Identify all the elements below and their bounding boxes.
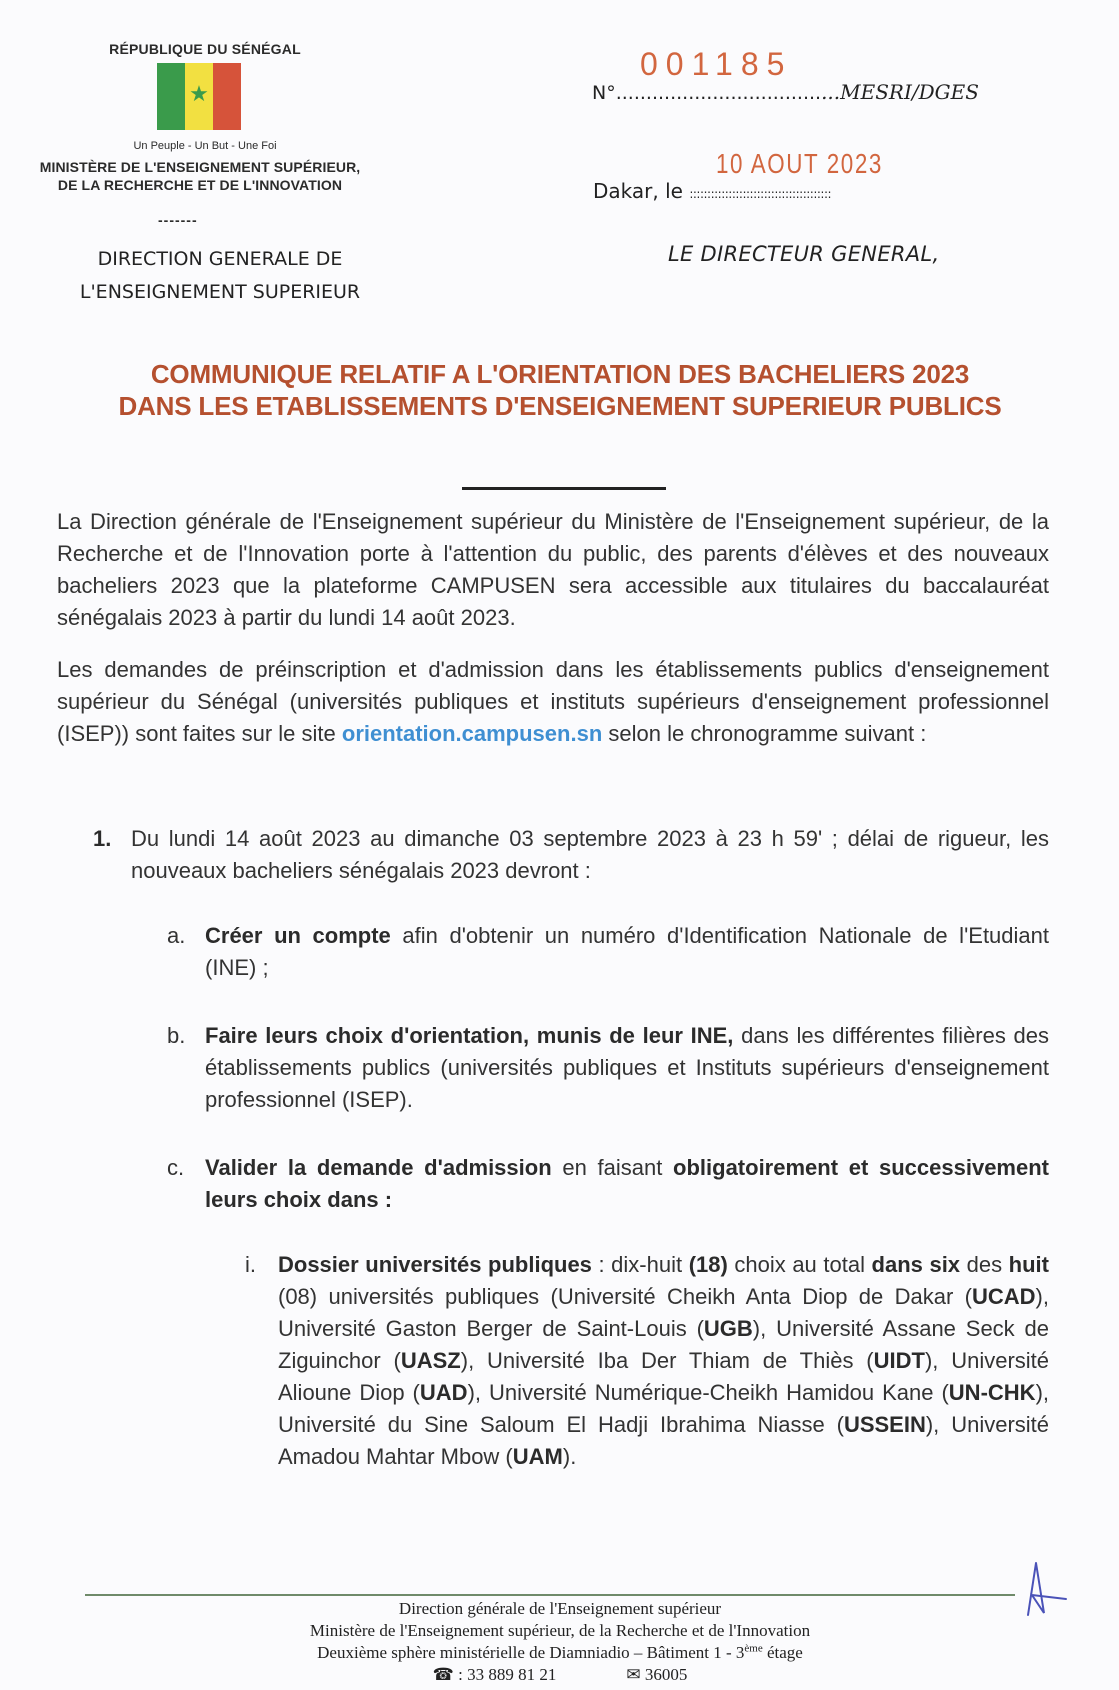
reference-number-line — [592, 80, 1032, 105]
phone-icon: ☎ — [432, 1665, 454, 1684]
bold-phrase: Dossier universités publiques — [278, 1252, 592, 1277]
campusen-link[interactable]: orientation.campusen.sn — [341, 721, 603, 746]
list-item-i — [245, 1249, 1049, 1473]
senegal-flag-icon — [157, 63, 241, 130]
flag-star-icon: ★ — [189, 81, 209, 106]
date-dots: :::::::::::::::::::::::::::::::::::::::: — [689, 187, 832, 201]
plain-phrase: ), Université Iba Der Thiam de Thiès ( — [460, 1348, 874, 1373]
footer-line-2: Ministère de l'Enseignement supérieur, de la Recherche et de l'Innovation — [309, 1621, 811, 1640]
university-acronym: UN-CHK — [948, 1380, 1036, 1405]
plain-phrase: choix au total — [727, 1252, 872, 1277]
flag-green-band — [157, 63, 185, 130]
plain-phrase: ), Université Assane Seck de Ziguinchor ( — [278, 1316, 1049, 1373]
list-marker: c. — [167, 1155, 185, 1180]
republic-heading: RÉPUBLIQUE DU SÉNÉGAL — [109, 41, 301, 57]
initials-signature-icon — [1022, 1555, 1068, 1625]
university-acronym: UAD — [419, 1380, 468, 1405]
university-acronym: UGB — [703, 1316, 753, 1341]
date-stamp: 10 AOUT 2023 — [716, 148, 883, 179]
plain-phrase: des — [960, 1252, 1009, 1277]
footer-line-1: Direction générale de l'Enseignement supérieur — [398, 1599, 722, 1618]
mail-icon: ✉ — [626, 1665, 641, 1684]
university-acronym: USSEIN — [843, 1412, 926, 1437]
footer-address — [180, 1598, 940, 1686]
list-item-text — [205, 1152, 1049, 1216]
title-underline — [462, 487, 666, 490]
list-item-text — [205, 1020, 1049, 1116]
footer-divider — [85, 1594, 1015, 1596]
list-marker: 1. — [93, 826, 112, 851]
bold-phrase: obligatoirement et successivement leurs choix dans : — [205, 1155, 1049, 1212]
reference-dots: .................................. — [615, 82, 822, 104]
bold-phrase: Faire leurs choix d'orientation, munis de leur INE, — [205, 1023, 734, 1048]
phone-number: : 33 889 81 21 — [458, 1665, 557, 1684]
list-item-c — [167, 1152, 1049, 1216]
plain-phrase: ), Université Numérique-Cheikh Hamidou Kane ( — [467, 1380, 949, 1405]
list-item-text — [205, 920, 1049, 984]
bold-phrase: dans six — [871, 1252, 961, 1277]
list-item-text — [278, 1249, 1049, 1473]
national-motto: Un Peuple - Un But - Une Foi — [133, 140, 277, 152]
footer-contact — [180, 1664, 940, 1686]
plain-phrase: ), Université Gaston Berger de Saint-Louis ( — [278, 1284, 1049, 1341]
flag-red-band — [213, 63, 241, 130]
date-block — [593, 150, 1033, 207]
plain-phrase: (08) universités publiques (Université Cheikh Anta Diop de Dakar ( — [278, 1284, 972, 1309]
list-marker: b. — [167, 1023, 186, 1048]
university-acronym: UAM — [512, 1444, 563, 1469]
footer-floor: étage — [762, 1643, 803, 1662]
plain-phrase: ). — [562, 1444, 577, 1469]
procedure-text-after: selon le chronogramme suivant : — [602, 721, 927, 746]
list-marker: i. — [245, 1252, 256, 1277]
footer-location: Deuxième sphère ministérielle de Diamniadio – Bâtiment 1 - 3 — [317, 1643, 745, 1662]
communique-title — [40, 358, 1080, 422]
plain-phrase: ), Université Amadou Mahtar Mbow ( — [278, 1412, 1050, 1469]
reference-block — [592, 48, 1032, 105]
plain-phrase: afin d'obtenir un numéro d'Identification Nationale de l'Etudiant (INE) ; — [205, 923, 1049, 980]
header-separator: ------- — [158, 212, 198, 228]
plain-phrase: : dix-huit — [591, 1252, 689, 1277]
date-prefix: Dakar, le — [593, 179, 683, 203]
list-item-1 — [93, 823, 1049, 887]
procedure-paragraph — [57, 654, 1049, 750]
intro-paragraph: La Direction générale de l'Enseignement supérieur du Ministère de l'Enseignement supérieur, de la Recherche et de l'Innovation porte à l'attention du public, des parents d'élèves et des nouveaux bacheliers 2023 que la plateforme CAMPUSEN sera accessible aux titulaires du baccalauréat sénégalais 2023 à partir du lundi 14 août 2023. — [57, 509, 1049, 630]
title-line-2: DANS LES ETABLISSEMENTS D'ENSEIGNEMENT SUPERIEUR PUBLICS — [118, 391, 1002, 421]
reference-number-stamp: 001185 — [640, 46, 793, 82]
list-item-text: Du lundi 14 août 2023 au dimanche 03 septembre 2023 à 23 h 59' ; délai de rigueur, les nouveaux bacheliers sénégalais 2023 devront : — [131, 826, 1049, 883]
plain-phrase: ), Université du Sine Saloum El Hadji Ibrahima Niasse ( — [278, 1380, 1050, 1437]
footer-superscript: ème — [744, 1642, 763, 1655]
plain-phrase: dans les différentes filières des établissements publics (universités publiques et Instituts supérieurs d'enseignement professionnel (ISEP). — [205, 1023, 1050, 1112]
direction-line-2: L'ENSEIGNEMENT SUPERIEUR — [79, 281, 361, 303]
title-line-1: COMMUNIQUE RELATIF A L'ORIENTATION DES BACHELIERS 2023 — [150, 359, 970, 389]
bold-phrase: (18) — [688, 1252, 728, 1277]
direction-line-1: DIRECTION GENERALE DE — [97, 248, 343, 270]
footer-phone — [433, 1664, 557, 1686]
ministry-name — [10, 158, 390, 194]
bold-phrase: Créer un compte — [205, 923, 391, 948]
signatory-title: LE DIRECTEUR GENERAL, — [668, 242, 940, 266]
ministry-line-1: MINISTÈRE DE L'ENSEIGNEMENT SUPÉRIEUR, — [39, 159, 361, 175]
plain-phrase: en faisant — [551, 1155, 674, 1180]
reference-prefix: N° — [592, 82, 616, 104]
direction-name — [40, 243, 400, 309]
university-acronym: UIDT — [873, 1348, 925, 1373]
ministry-line-2: DE LA RECHERCHE ET DE L'INNOVATION — [57, 177, 343, 193]
flag-yellow-band — [185, 63, 213, 130]
list-item-a — [167, 920, 1049, 984]
list-item-b — [167, 1020, 1049, 1116]
plain-phrase: ), Université Alioune Diop ( — [278, 1348, 1050, 1405]
university-acronym: UCAD — [971, 1284, 1036, 1309]
bold-phrase: Valider la demande d'admission — [205, 1155, 552, 1180]
procedure-text-before: Les demandes de préinscription et d'admission dans les établissements publics d'enseignement supérieur du Sénégal (universités publiques et instituts supérieurs d'enseignement professionnel (ISEP)) sont faites sur le site — [57, 657, 1049, 746]
reference-suffix: ...MESRI/DGES — [821, 80, 979, 104]
footer-line-3 — [180, 1642, 940, 1664]
postbox-number: 36005 — [644, 1665, 688, 1684]
university-acronym: UASZ — [400, 1348, 461, 1373]
bold-phrase: huit — [1008, 1252, 1049, 1277]
footer-postbox — [626, 1664, 687, 1686]
date-line — [593, 178, 1033, 207]
list-marker: a. — [167, 923, 186, 948]
